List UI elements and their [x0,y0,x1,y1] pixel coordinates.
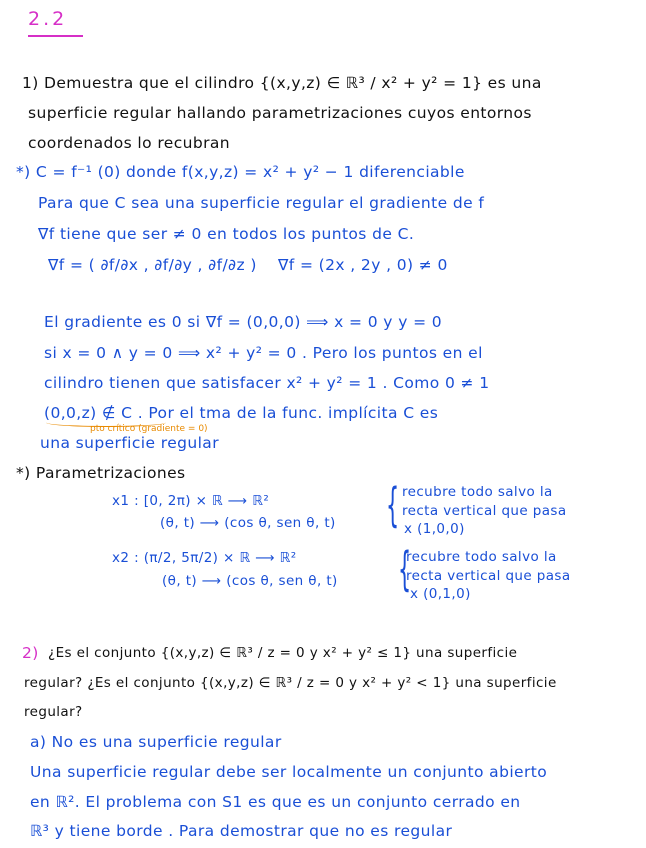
x2-rule: (θ, t) ⟶ (cos θ, sen θ, t) [162,573,338,589]
critical-point-note: pto crítico (gradiente = 0) [90,424,208,434]
problem-2-line-2: regular? ¿Es el conjunto {(x,y,z) ∈ ℝ³ / z = 0 y x² + y² < 1} una superficie [24,675,557,691]
answer-a-line-4: ℝ³ y tiene borde . Para demostrar que no es regular [30,822,453,840]
solution-line-5: El gradiente es 0 si ∇f = (0,0,0) ⟹ x = 0 y y = 0 [44,313,443,331]
x1-map: x1 : [0, 2π) × ℝ ⟶ ℝ² [112,493,270,509]
solution-line-1: *) C = f⁻¹ (0) donde f(x,y,z) = x² + y² − 1 diferenciable [16,163,465,181]
solution-line-7: cilindro tienen que satisfacer x² + y² = 1 . Como 0 ≠ 1 [44,374,490,392]
x1-note-1: recubre todo salvo la [402,484,553,500]
solution-line-3: ∇f tiene que ser ≠ 0 en todos los puntos de C. [38,225,415,243]
answer-a-line-2: Una superficie regular debe ser localmente un conjunto abierto [30,763,548,781]
x2-note-2: recta vertical que pasa [406,568,571,584]
x2-note-3: x (0,1,0) [410,586,471,602]
problem-1-line-3: coordenados lo recubran [28,134,230,152]
problem-2-line-3: regular? [24,704,83,720]
x2-map: x2 : (π/2, 5π/2) × ℝ ⟶ ℝ² [112,550,297,566]
problem-2-line-1: ¿Es el conjunto {(x,y,z) ∈ ℝ³ / z = 0 y x² + y² ≤ 1} una superficie [48,645,518,661]
problem-1-line-2: superficie regular hallando parametrizaciones cuyos entornos [28,104,532,122]
x1-note-3: x (1,0,0) [404,521,465,537]
problem-2-number: 2) [22,644,39,662]
parametrizations-heading: *) Parametrizaciones [16,464,186,482]
x2-brace: { [398,542,412,596]
solution-line-6: si x = 0 ∧ y = 0 ⟹ x² + y² = 0 . Pero los puntos en el [44,344,483,362]
answer-a-line-3: en ℝ². El problema con S1 es que es un conjunto cerrado en [30,793,521,811]
solution-line-2: Para que C sea una superficie regular el gradiente de f [38,194,485,212]
x1-rule: (θ, t) ⟶ (cos θ, sen θ, t) [160,515,336,531]
solution-line-8: (0,0,z) ∉ C . Por el tma de la func. implícita C es [44,404,439,422]
problem-1-line-1: 1) Demuestra que el cilindro {(x,y,z) ∈ ℝ³ / x² + y² = 1} es una [22,74,542,92]
x1-note-2: recta vertical que pasa [402,503,567,519]
page-title: 2.2 [28,8,68,30]
gradient-definition: ∇f = ( ∂f/∂x , ∂f/∂y , ∂f/∂z ) [48,256,257,274]
x2-note-1: recubre todo salvo la [406,549,557,565]
answer-a-label: a) No es una superficie regular [30,733,282,751]
solution-line-9: una superficie regular [40,434,219,452]
x1-brace: { [386,478,400,532]
gradient-value: ∇f = (2x , 2y , 0) ≠ 0 [278,256,448,274]
title-underline [28,35,83,37]
